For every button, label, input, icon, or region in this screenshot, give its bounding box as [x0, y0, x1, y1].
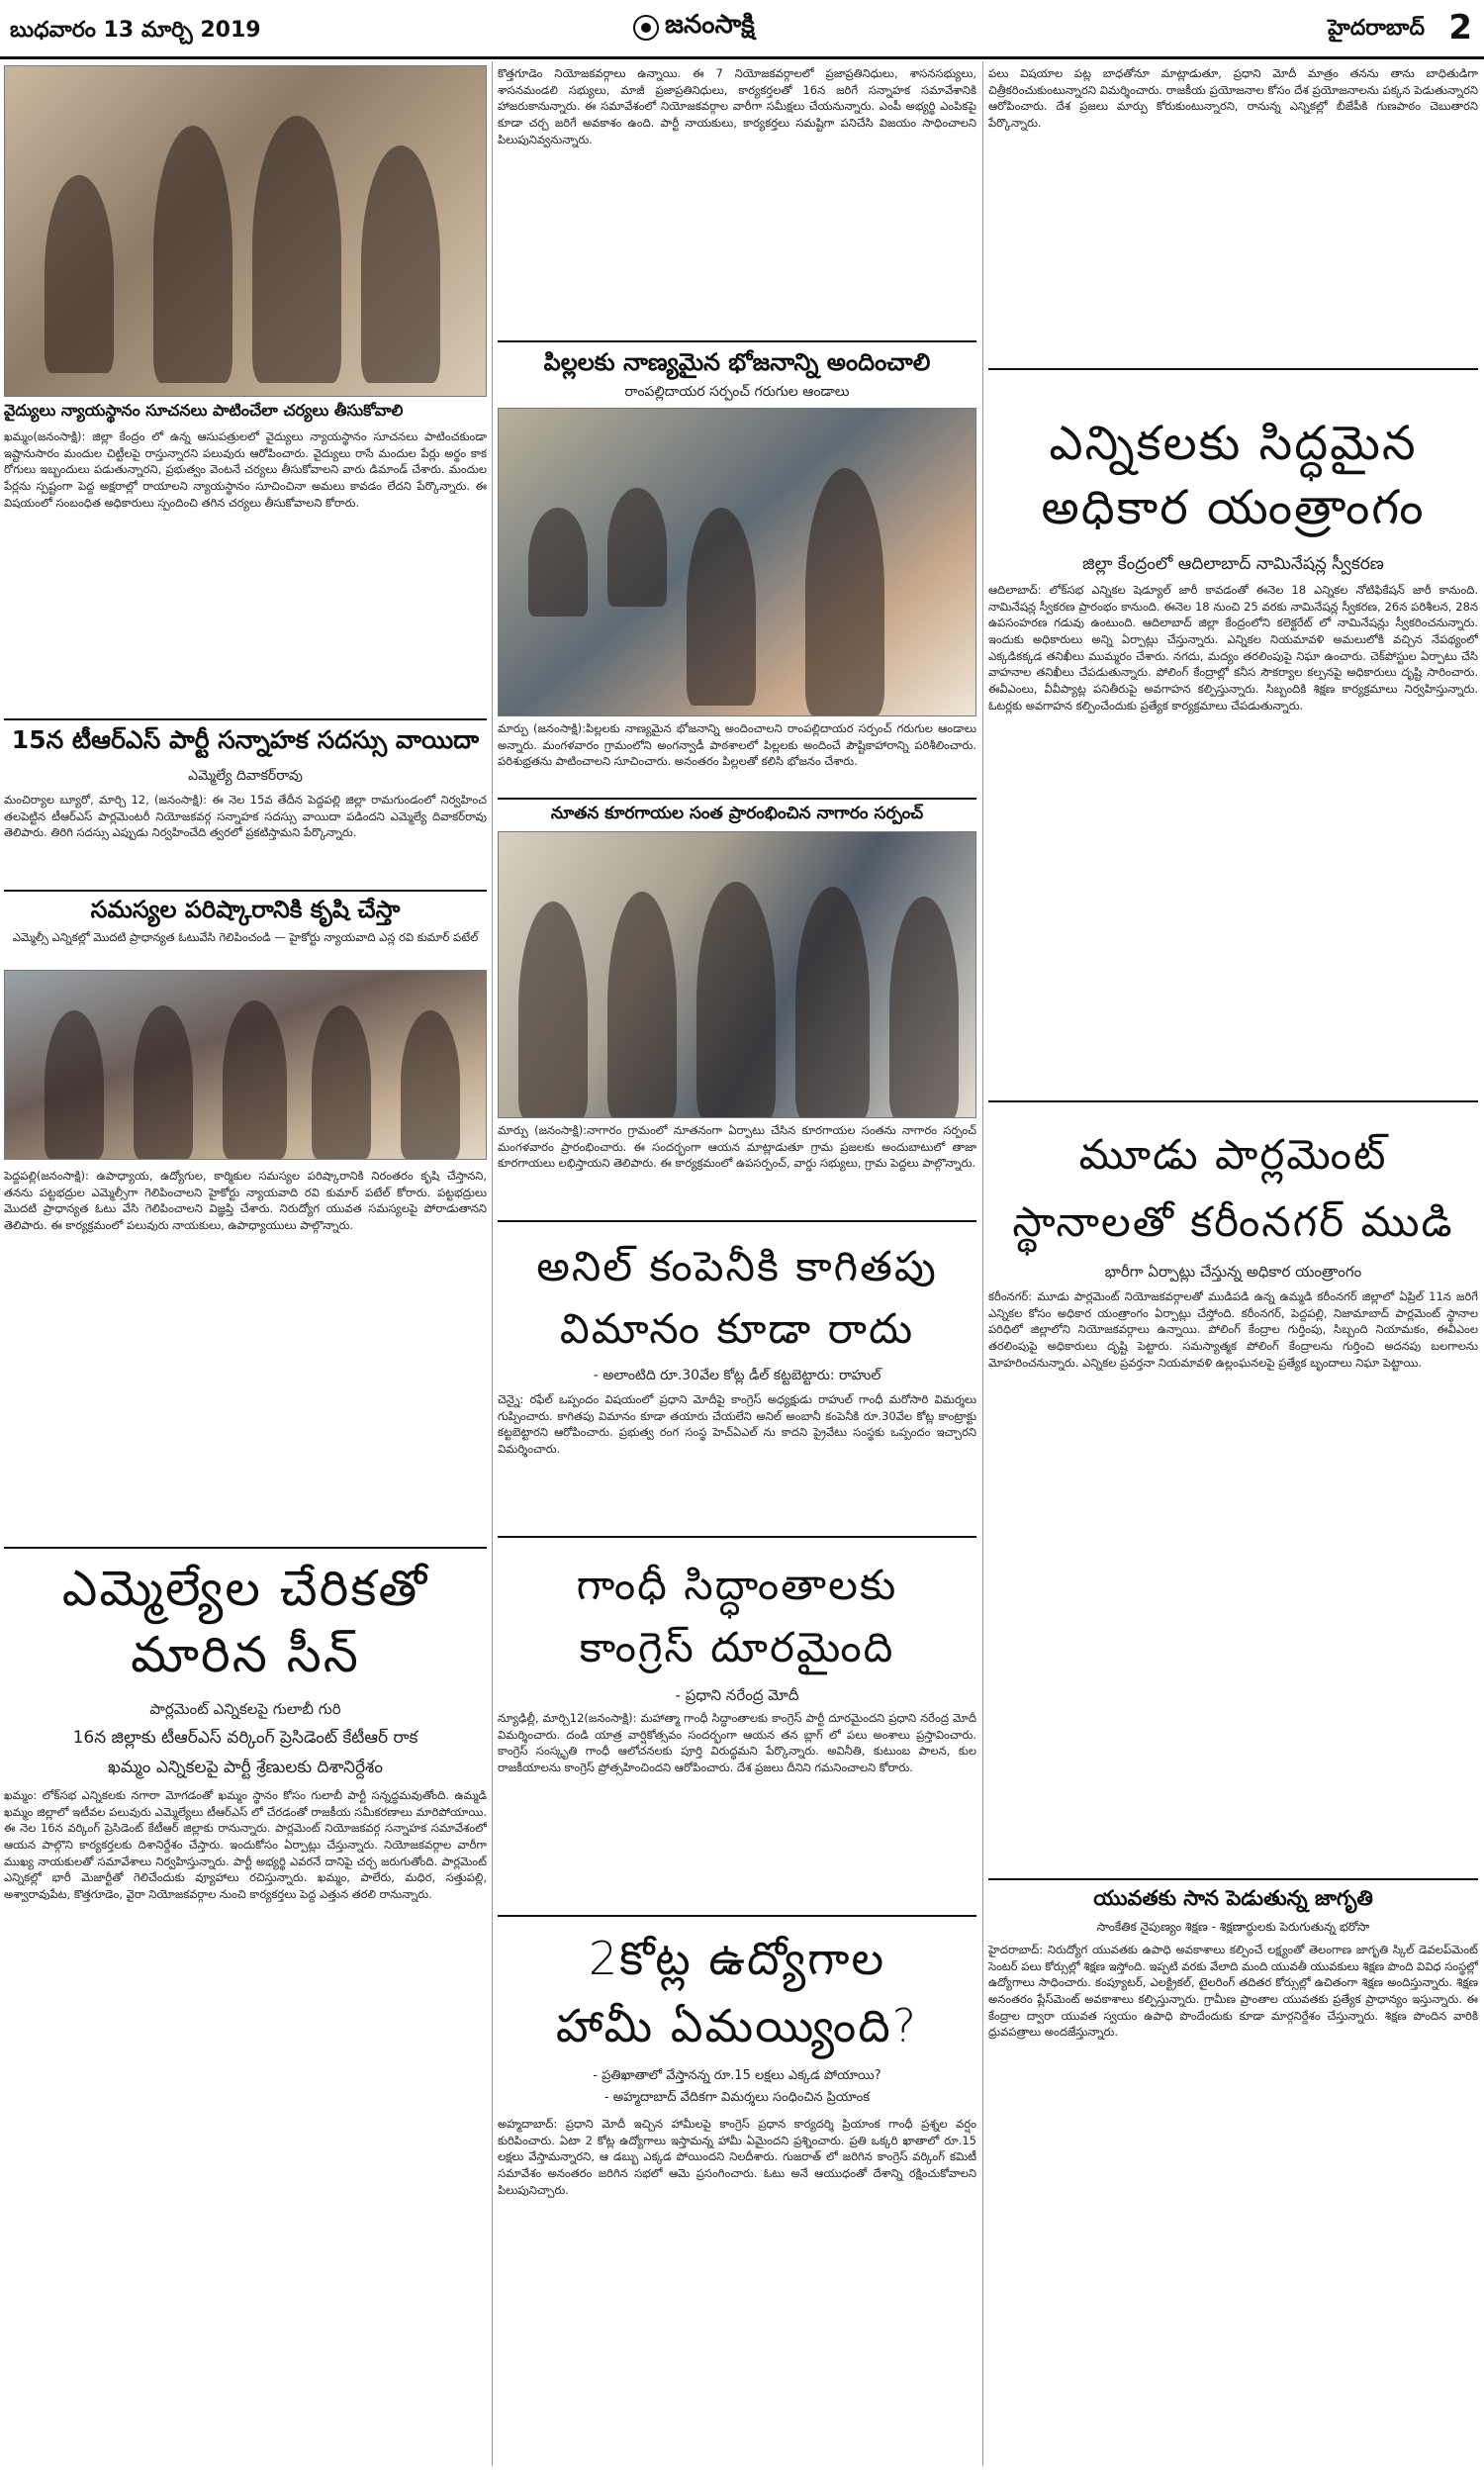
article-2crore-jobs: అహ్మదాబాద్: ప్రధాని మోదీ ఇచ్చిన హామీలపై కాంగ్రెస్ ప్రధాన కార్యదర్శి ప్రియాంక గాంధీ ప్రశ్నల వర్షం కురిపించారు. ఏటా 2 కోట్ల ఉద్యోగాలు ఇస్తామన్న హామీ ఏమైందని ప్రశ్నించారు. ప్రతి ఒక్కరి ఖాతాలో రూ.15 లక్షలు వేస్తామన్నారని, ఆ డబ్బు ఎక్కడ పోయిందని నిలదీశారు. గుజరాత్ లో జరిగిన కాంగ్రెస్ వర్కింగ్ కమిటీ సమావేశం అనంతరం జరిగిన సభలో ఆమె ప్రసంగించారు. ఓటు అనే ఆయుధంతో దేశాన్ని రక్షించుకోవాలని పిలుపునిచ్చారు. — [498, 2117, 976, 2197]
headline-2crore-jobs-line1: 2కోట్ల ఉద్యోగాల — [588, 1932, 886, 1985]
article-election-ready: ఆదిలాబాద్: లోక్‌సభ ఎన్నికల షెడ్యూల్ జారీ కావడంతో ఈనెల 18 ఎన్నికల నోటిఫికేషన్ జారీ కానుంది. నామినేషన్ల స్వీకరణ ప్రారంభం కానుంది. ఈనెల 18 నుంచి 25 వరకు నామినేషన్ల స్వీకరణ, 26న పరిశీలన, 28న ఉపసంహరణ గడువు ఉంటుంది. ఆదిలాబాద్ జిల్లా కేంద్రంలోని కలెక్టరేట్ లో నామినేషన్లు స్వీకరించనున్నారు. ఇందుకు అధికారులు అన్ని ఏర్పాట్లు చేస్తున్నారు. ఎన్నికల నియమావళి అమలులోకి వచ్చిన నేపథ్యంలో ఎక్కడికక్కడ తనిఖీలు ముమ్మరం చేశారు. నగదు, మద్యం తరలింపుపై నిఘా ఉంచారు. చెక్‌పోస్టుల ఏర్పాటు చేసి వాహనాల తనిఖీలు చేపడుతున్నారు. పోలింగ్ కేంద్రాల్లో కనీస సౌకర్యాల కల్పనపై అధికారులు దృష్టి సారించారు. ఈవీఎంలు, వీవీప్యాట్ల పనితీరుపై అవగాహన కల్పిస్తున్నారు. సిబ్బందికి శిక్షణ కార్యక్రమాలు నిర్వహిస్తున్నారు. ఓటర్లకు అవగాహన కల్పించేందుకు ప్రత్యేక కార్యక్రమాలు చేపడుతున్నారు. — [988, 583, 1478, 713]
headline-2crore-jobs-line2: హామీ ఏమయ్యింది? — [555, 1999, 919, 2052]
photo-market-inauguration — [498, 831, 976, 1118]
article-karimnagar: కరీంనగర్: మూడు పార్లమెంట్ నియోజకవర్గాలతో ముడిపడి ఉన్న ఉమ్మడి కరీంనగర్ జిల్లాలో ఏప్రిల్ 11న జరిగే ఎన్నికల కోసం అధికార యంత్రాంగం ఏర్పాట్లు చేస్తోంది. కరీంనగర్, పెద్దపల్లి, నిజామాబాద్ పార్లమెంట్ స్థానాల పరిధిలో జిల్లాలోని నియోజకవర్గాలు ఉన్నాయి. పోలింగ్ కేంద్రాల గుర్తింపు, సిబ్బంది నియామకం, ఈవీఎంల తరలింపుపై అధికారులు దృష్టి పెట్టారు. సమస్యాత్మక పోలింగ్ కేంద్రాలను గుర్తించి అదనపు బలగాలను మోహరించనున్నారు. ఎన్నికల ప్రవర్తనా నియమావళి ఉల్లంఘనలపై ప్రత్యేక బృందాలు నిఘా పెట్టాయి. — [988, 1289, 1478, 1370]
headline-doctors-court: వైద్యులు న్యాయస్థానం సూచనలు పాటించేలా చర్యలు తీసుకోవాలి — [4, 401, 404, 420]
headline-election-ready-line2: అధికార యంత్రాంగం — [1041, 480, 1426, 535]
subhead-rahul-deal: - అలాంటిది రూ.30వేల కోట్ల డీల్ కట్టబెట్టారు: రాహుల్ — [593, 1368, 881, 1383]
subhead-skill-training: సాంకేతిక నైపుణ్యం శిక్షణ - శిక్షణార్థులకు పెరుగుతున్న భరోసా — [1096, 1920, 1370, 1934]
caption-children-meal: మార్పు (జనంసాక్షి):పిల్లలకు నాణ్యమైన భోజనాన్ని అందించాలని రాంపల్లిదాయర సర్పంచ్ గరుగుల ఆండాలు అన్నారు. మంగళవారం గ్రామంలోని అంగన్వాడీ పాఠశాలలో పిల్లలకు అందించే పౌష్టికాహారాన్ని పరిశీలించారు. పరిశుభ్రతను పాటించాలని సూచించారు. అనంతరం పిల్లలతో కలిసి భోజనం చేశారు. — [498, 721, 976, 769]
subhead-mlc-candidate: ఎమ్మెల్సీ ఎన్నికల్లో మొదటి ప్రాధాన్యత ఓటువేసి గెలిపించండి — హైకోర్టు న్యాయవాది ఎన్ల రవి కుమార్ పటేల్ — [12, 930, 479, 944]
subhead-mla-divakar: ఎమ్మెల్యే దివాకర్‌రావు — [188, 768, 303, 784]
article-gandhi-principles: న్యూఢిల్లీ, మార్చి12(జనంసాక్షి): మహాత్మా గాంధీ సిద్ధాంతాలకు కాంగ్రెస్ పార్టీ దూరమైందని ప్రధాని నరేంద్ర మోదీ విమర్శించారు. దండి యాత్ర వార్షికోత్సవం సందర్భంగా ఆయన తన బ్లాగ్ లో పలు అంశాలు ప్రస్తావించారు. కాంగ్రెస్ సంస్కృతి గాంధీ ఆలోచనలకు పూర్తి విరుద్ధమని పేర్కొన్నారు. అవినీతి, కుటుంబ పాలన, కుల రాజకీయాలను కాంగ్రెస్ ప్రోత్సహించిందని ఆరోపించారు. దేశ ప్రజలు దీనిని గమనించాలని కోరారు. — [498, 1711, 976, 1775]
column-divider — [492, 61, 493, 2466]
headline-gandhi-principles-line1: గాంధీ సిద్ధాంతాలకు — [576, 1561, 898, 1609]
column-divider — [982, 61, 983, 2466]
subhead-priyanka: - అహ్మదాబాద్ వేదికగా విమర్శలు సంధించిన ప్రియాంక — [603, 2090, 871, 2105]
article-doctors-court: ఖమ్మం(జనంసాక్షి): జిల్లా కేంద్రం లో ఉన్న ఆసుపత్రులలో వైద్యులు న్యాయస్థానం సూచనలు పాటించకుండా ఇష్టానుసారం మందుల చిట్టీలపై రాస్తున్నారని పలువురు ఆరోపించారు. వైద్యులు రాసే మందుల పేర్లు అర్థం కాక రోగులు ఇబ్బందులు పడుతున్నారని, ప్రభుత్వం వెంటనే చర్యలు తీసుకోవాలని వారు డిమాండ్ చేశారు. మందుల పేర్లను స్పష్టంగా పెద్ద అక్షరాల్లో రాయాలని న్యాయస్థానం సూచించినా అమలు కావడం లేదని పేర్కొన్నారు. ఈ విషయంలో సంబంధిత అధికారులు స్పందించి తగిన చర్యలు తీసుకోవాలని కోరారు. — [4, 429, 487, 510]
headline-vegetable-market: నూతన కూరగాయల సంత ప్రారంభించిన నాగారం సర్పంచ్ — [550, 804, 924, 823]
photo-children-meal — [498, 408, 976, 716]
subhead-arrangements: భారీగా ఏర్పాట్లు చేస్తున్న అధికార యంత్రాంగం — [1104, 1263, 1362, 1281]
headline-mla-joining-line1: ఎమ్మెల్యేల చేరికతో — [61, 1560, 429, 1617]
headline-trs-meeting-postponed: 15న టీఆర్‌ఎస్‌ పార్టీ సన్నాహక సదస్సు వాయిదా — [11, 725, 480, 754]
masthead — [0, 0, 1484, 59]
photo-press-meet — [4, 970, 487, 1160]
subhead-sarpanch-andalu: రాంపల్లిదాయర సర్పంచ్ గరుగుల ఆండాలు — [624, 384, 850, 400]
article-solve-problems: పెద్దపల్లి(జనంసాక్షి): ఉపాధ్యాయ, ఉద్యోగుల, కార్మికుల సమస్యల పరిష్కారానికి నిరంతరం కృషి చేస్తానని, తనను పట్టభద్రుల ఎమ్మెల్సీగా గెలిపించాలని హైకోర్టు న్యాయవాది రవి కుమార్ పటేల్ కోరారు. పట్టభద్రులు మొదటి ప్రాధాన్యత ఓటు వేసి గెలిపించాలని విజ్ఞప్తి చేశారు. నిరుద్యోగ యువత సమస్యలపై పోరాడుతానని తెలిపారు. ఈ కార్యక్రమంలో పలువురు నాయకులు, ఉపాధ్యాయులు పాల్గొన్నారు. — [4, 1169, 487, 1233]
subhead-ktr-visit: 16న జిల్లాకు టీఆర్‌ఎస్‌ వర్కింగ్ ప్రెసిడెంట్ కేటీఆర్ రాక — [72, 1728, 418, 1748]
logo-text: జనంసాక్షి — [665, 10, 755, 40]
subhead-parliament-target: పార్లమెంట్ ఎన్నికలపై గులాబీ గురి — [149, 1700, 341, 1718]
headline-election-ready-line1: ఎన్నికలకు సిద్ధమైన — [1049, 416, 1418, 471]
edition-city: హైదరాబాద్ — [1328, 16, 1425, 41]
photo-officials-petition — [4, 65, 487, 397]
article-jagruthi-youth: హైదరాబాద్: నిరుద్యోగ యువతకు ఉపాధి అవకాశాలు కల్పించే లక్ష్యంతో తెలంగాణ జాగృతి స్కిల్ డెవలప్‌మెంట్ సెంటర్ పలు కోర్సుల్లో శిక్షణ ఇస్తోంది. ఇప్పటి వరకు వేలాది మంది యువతీ యువకులు శిక్షణ పొంది వివిధ సంస్థల్లో ఉద్యోగాలు సాధించారు. కంప్యూటర్, ఎలక్ట్రికల్, టైలరింగ్ తదితర కోర్సుల్లో ఉచితంగా శిక్షణ అందిస్తున్నారు. శిక్షణ అనంతరం ప్లేస్‌మెంట్ అవకాశాలు కల్పిస్తున్నారు. గ్రామీణ ప్రాంతాల యువతకు ప్రత్యేక ప్రాధాన్యం ఇస్తున్నారు. ఈ కేంద్రాల ద్వారా యువత స్వయం ఉపాధి పొందేందుకు కూడా మార్గనిర్దేశం చేస్తున్నారు. శిక్షణ పొందిన వారికి ధ్రువపత్రాలు అందజేస్తున్నారు. — [988, 1943, 1478, 2040]
newspaper-logo — [633, 10, 755, 46]
subhead-khammam-direction: ఖమ్మం ఎన్నికలపై పార్టీ శ్రేణులకు దిశానిర్దేశం — [107, 1758, 384, 1777]
subhead-15-lakh: - ప్రతిఖాతాలో వేస్తానన్న రూ.15 లక్షలు ఎక్కడ పోయాయి? — [593, 2068, 881, 2083]
article-anil-company: చెన్నై: రఫేల్ ఒప్పందం విషయంలో ప్రధాని మోదీపై కాంగ్రెస్ అధ్యక్షుడు రాహుల్ గాంధీ మరోసారి విమర్శలు గుప్పించారు. కాగితపు విమానం కూడా తయారు చేయలేని అనిల్ అంబానీ కంపెనీకి రూ.30వేల కోట్ల కాంట్రాక్టు కట్టబెట్టారని ఆరోపించారు. ప్రభుత్వ రంగ సంస్థ హెచ్ఏఎల్ ను కాదని ప్రైవేటు సంస్థకు ఒప్పందం ఇచ్చారని విమర్శించారు. — [498, 1392, 976, 1457]
subhead-adilabad-nominations: జిల్లా కేంద్రంలో ఆదిలాబాద్ నామినేషన్ల స్వీకరణ — [1082, 554, 1384, 574]
headline-anil-company-line2: విమానం కూడా రాదు — [559, 1304, 915, 1353]
page-number: 2 — [1448, 8, 1472, 48]
article-continued-col3: పలు విషయాల పట్ల బాధతోనూ మాట్లాడుతూ, ప్రధాని మోదీ మాత్రం తనను తాను బాధితుడిగా చిత్రీకరించుకుంటున్నారని విమర్శించారు. రాజకీయ ప్రయోజనాల కోసం దేశ ప్రయోజనాలను పక్కన పెడుతున్నారని ఆరోపించారు. దేశ ప్రజలు మార్పు కోరుకుంటున్నారని, రానున్న ఎన్నికల్లో బీజేపీకి గుణపాఠం చెబుతారని పేర్కొన్నారు. — [988, 66, 1478, 131]
headline-anil-company-line1: అనిల్ కంపెనీకి కాగితపు — [536, 1242, 938, 1290]
headline-nutritious-food: పిల్లలకు నాణ్యమైన భోజనాన్ని అందించాలి — [543, 348, 931, 376]
caption-market-inauguration: మార్పు (జనంసాక్షి):నాగారం గ్రామంలో నూతనంగా ఏర్పాటు చేసిన కూరగాయల సంతను నాగారం సర్పంచ్ మంగళవారం ప్రారంభించారు. ఈ సందర్భంగా ఆయన మాట్లాడుతూ గ్రామ ప్రజలకు అందుబాటులో తాజా కూరగాయలు లభిస్తాయని తెలిపారు. ఈ కార్యక్రమంలో ఉపసర్పంచ్, వార్డు సభ్యులు, గ్రామ పెద్దలు పాల్గొన్నారు. — [498, 1123, 976, 1171]
headline-jagruthi-youth: యువతకు సాన పెడుతున్న జాగృతి — [1093, 1886, 1373, 1910]
subhead-pm-modi: - ప్రధాని నరేంద్ర మోదీ — [675, 1686, 799, 1704]
article-mla-joining: ఖమ్మం: లోక్‌సభ ఎన్నికలకు నగారా మోగడంతో ఖమ్మం స్థానం కోసం గులాబీ పార్టీ సన్నద్ధమవుతోంది. ఉమ్మడి ఖమ్మం జిల్లాలో ఇటీవల పలువురు ఎమ్మెల్యేలు టీఆర్ఎస్ లో చేరడంతో రాజకీయ సమీకరణాలు మారిపోయాయి. ఈ నెల 16న వర్కింగ్ ప్రెసిడెంట్ కేటీఆర్ జిల్లాకు రానున్నారు. పార్లమెంట్ నియోజకవర్గ సన్నాహక సమావేశంలో ఆయన పాల్గొని కార్యకర్తలకు దిశానిర్దేశం చేస్తారు. ఇందుకోసం ఏర్పాట్లు చేస్తున్నారు. నియోజకవర్గాల వారీగా ముఖ్య నాయకులతో సమావేశాలు నిర్వహిస్తున్నారు. పార్టీ అభ్యర్థి ఎవరనే దానిపై చర్చ జరుగుతోంది. పార్లమెంట్ ఎన్నికల్లో భారీ మెజార్టీతో గెలిచేందుకు వ్యూహాలు రచిస్తున్నారు. ఖమ్మం, పాలేరు, మధిర, సత్తుపల్లి, అశ్వారావుపేట, కొత్తగూడెం, వైరా నియోజకవర్గాల నుంచి కార్యకర్తలు పెద్ద ఎత్తున తరలి రానున్నారు. — [4, 1788, 487, 1902]
logo-mark-icon — [633, 15, 659, 41]
article-trs-meeting-postponed: మంచిర్యాల బ్యూరో, మార్చి 12, (జనంసాక్షి): ఈ నెల 15వ తేదీన పెద్దపల్లి జిల్లా రామగుండంలో నిర్వహించ తలపెట్టిన టీఆర్ఎస్ పార్లమెంటరీ నియోజకవర్గ సన్నాహక సదస్సు వాయిదా పడిందని ఎమ్మెల్యే దివాకర్‌రావు తెలిపారు. తిరిగి సదస్సు ఎప్పుడు నిర్వహించేది త్వరలో ప్రకటిస్తామని పేర్కొన్నారు. — [4, 793, 487, 840]
issue-date: బుధవారం 13 మార్చి 2019 — [10, 18, 261, 43]
headline-solve-problems: సమస్యల పరిష్కారానికి కృషి చేస్తా — [90, 896, 401, 923]
headline-karimnagar-line2: స్థానాలతో కరీంనగర్ ముడి — [1012, 1197, 1454, 1246]
headline-mla-joining-line2: మారిన సీన్ — [131, 1626, 360, 1683]
headline-karimnagar-line1: మూడు పార్లమెంట్ — [1078, 1130, 1388, 1179]
headline-gandhi-principles-line2: కాంగ్రెస్ దూరమైంది — [579, 1623, 895, 1671]
article-continued-col2: కొత్తగూడెం నియోజకవర్గాలు ఉన్నాయి. ఈ 7 నియోజకవర్గాలలో ప్రజాప్రతినిధులు, శాసనసభ్యులు, శాసనమండలి సభ్యులు, మాజీ ప్రజాప్రతినిధులు, కార్యకర్తలతో 16న జరిగే సన్నాహక సమావేశానికి హాజరుకానున్నారు. ఈ సమావేశంలో నియోజకవర్గాల వారీగా సమీక్షలు చేయనున్నారు. ఎంపీ అభ్యర్థి ఎంపికపై కూడా చర్చ జరిగే అవకాశం ఉంది. పార్టీ నాయకులు, కార్యకర్తలు సమష్టిగా పనిచేసి విజయం సాధించాలని పిలుపునివ్వనున్నారు. — [498, 66, 976, 146]
